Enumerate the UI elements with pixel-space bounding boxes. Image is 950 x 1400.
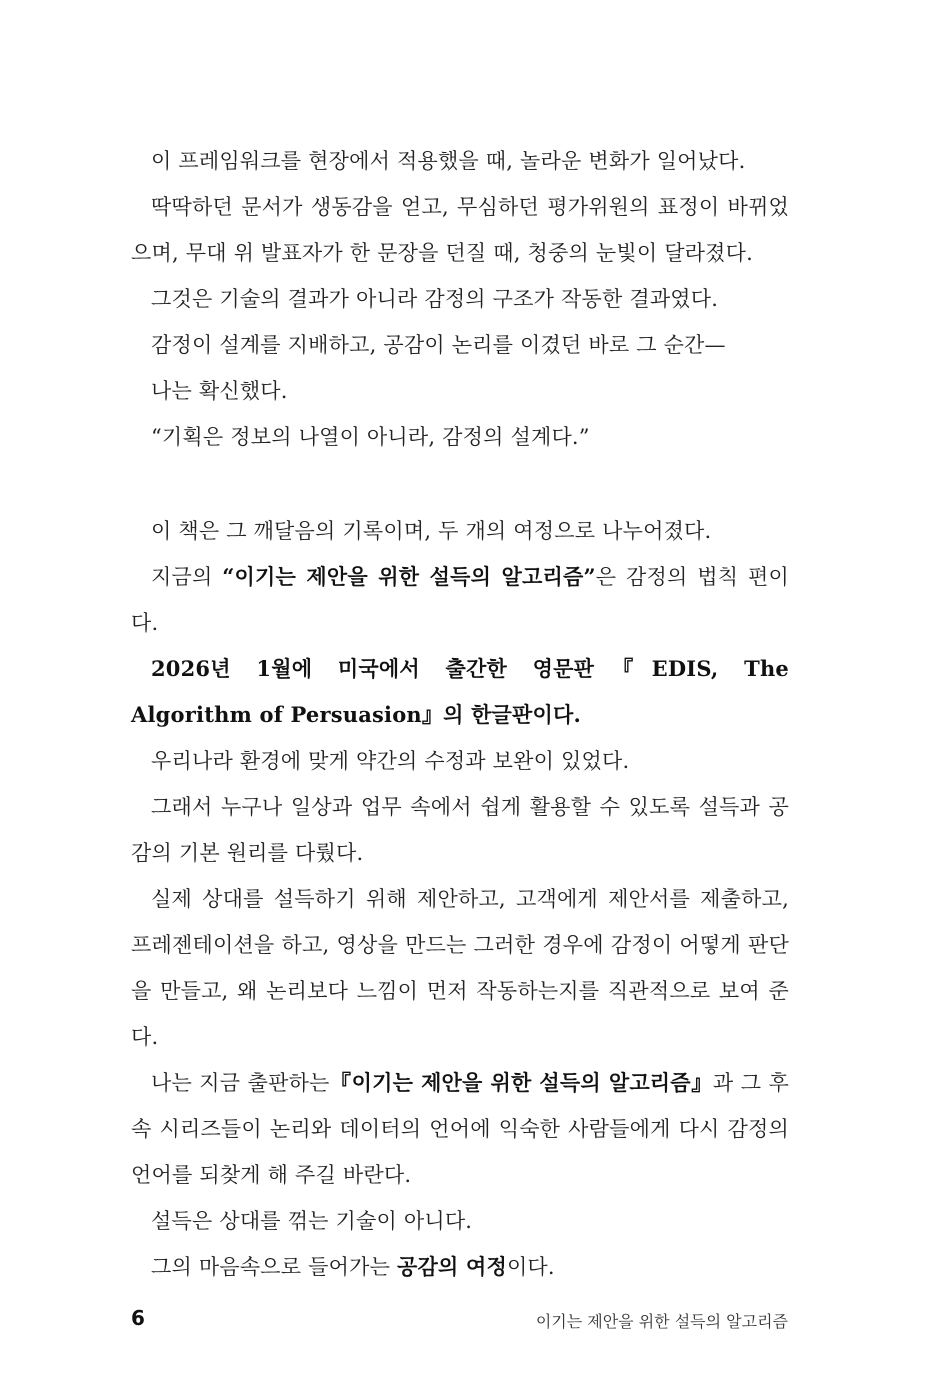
paragraph: 이 책은 그 깨달음의 기록이며, 두 개의 여정으로 나누어졌다. <box>151 519 712 543</box>
paragraph: 그것은 기술의 결과가 아니라 감정의 구조가 작동한 결과였다. <box>151 287 719 311</box>
paragraph: 이 프레임워크를 현장에서 적용했을 때, 놀라운 변화가 일어났다. <box>151 149 746 173</box>
book-title-emphasis: “이기는 제안을 위한 설득의 알고리즘” <box>222 564 596 589</box>
paragraph: 나는 확신했다. <box>151 379 288 403</box>
paragraph-text: 은 감정의 법칙 편이다. <box>131 565 789 635</box>
body-section-2 <box>131 508 789 1290</box>
paragraph-text: 과 그 후속 시리즈들이 논리와 데이터의 언어에 익숙한 사람들에게 다시 감정의 언어를 되찾게 해 주길 바란다. <box>131 1071 790 1187</box>
paragraph <box>131 1244 789 1290</box>
paragraph: 감정이 설계를 지배하고, 공감이 논리를 이겼던 바로 그 순간— <box>151 333 726 357</box>
paragraph-text: 이다. <box>506 1255 555 1279</box>
paragraph: 그래서 누구나 일상과 업무 속에서 쉽게 활용할 수 있도록 설득과 공감의 기본 원리를 다뤘다. <box>131 795 789 865</box>
paragraph-text: 나는 지금 출판하는 <box>151 1071 330 1095</box>
book-title-emphasis: 『이기는 제안을 위한 설득의 알고리즘』 <box>329 1070 713 1095</box>
key-phrase-emphasis: 공감의 여정 <box>396 1254 507 1279</box>
paragraph-text: 그의 마음속으로 들어가는 <box>151 1255 397 1279</box>
edition-emphasis: 2026년 1월에 미국에서 출간한 영문판『EDIS, The Algorithm of Persuasion』의 한글판이다. <box>131 656 789 727</box>
body-section-1 <box>131 138 789 460</box>
paragraph-text: 지금의 <box>151 565 223 589</box>
paragraph <box>131 554 789 646</box>
quote-paragraph: “기획은 정보의 나열이 아니라, 감정의 설계다.” <box>151 425 590 449</box>
paragraph: 실제 상대를 설득하기 위해 제안하고, 고객에게 제안서를 제출하고, 프레젠테이션을 하고, 영상을 만드는 그러한 경우에 감정이 어떻게 판단을 만들고, 왜 논리보다 느낌이 먼저 작동하는지를 직관적으로 보여 준다. <box>131 887 789 1049</box>
paragraph: 설득은 상대를 꺾는 기술이 아니다. <box>151 1209 473 1233</box>
paragraph: 딱딱하던 문서가 생동감을 얻고, 무심하던 평가위원의 표정이 바뀌었으며, 무대 위 발표자가 한 문장을 던질 때, 청중의 눈빛이 달라졌다. <box>131 195 789 265</box>
paragraph <box>131 646 789 738</box>
running-footer-title: 이기는 제안을 위한 설득의 알고리즘 <box>535 1312 788 1331</box>
paragraph <box>131 1060 789 1198</box>
paragraph: 우리나라 환경에 맞게 약간의 수정과 보완이 있었다. <box>151 749 630 773</box>
page-number: 6 <box>131 1306 145 1330</box>
